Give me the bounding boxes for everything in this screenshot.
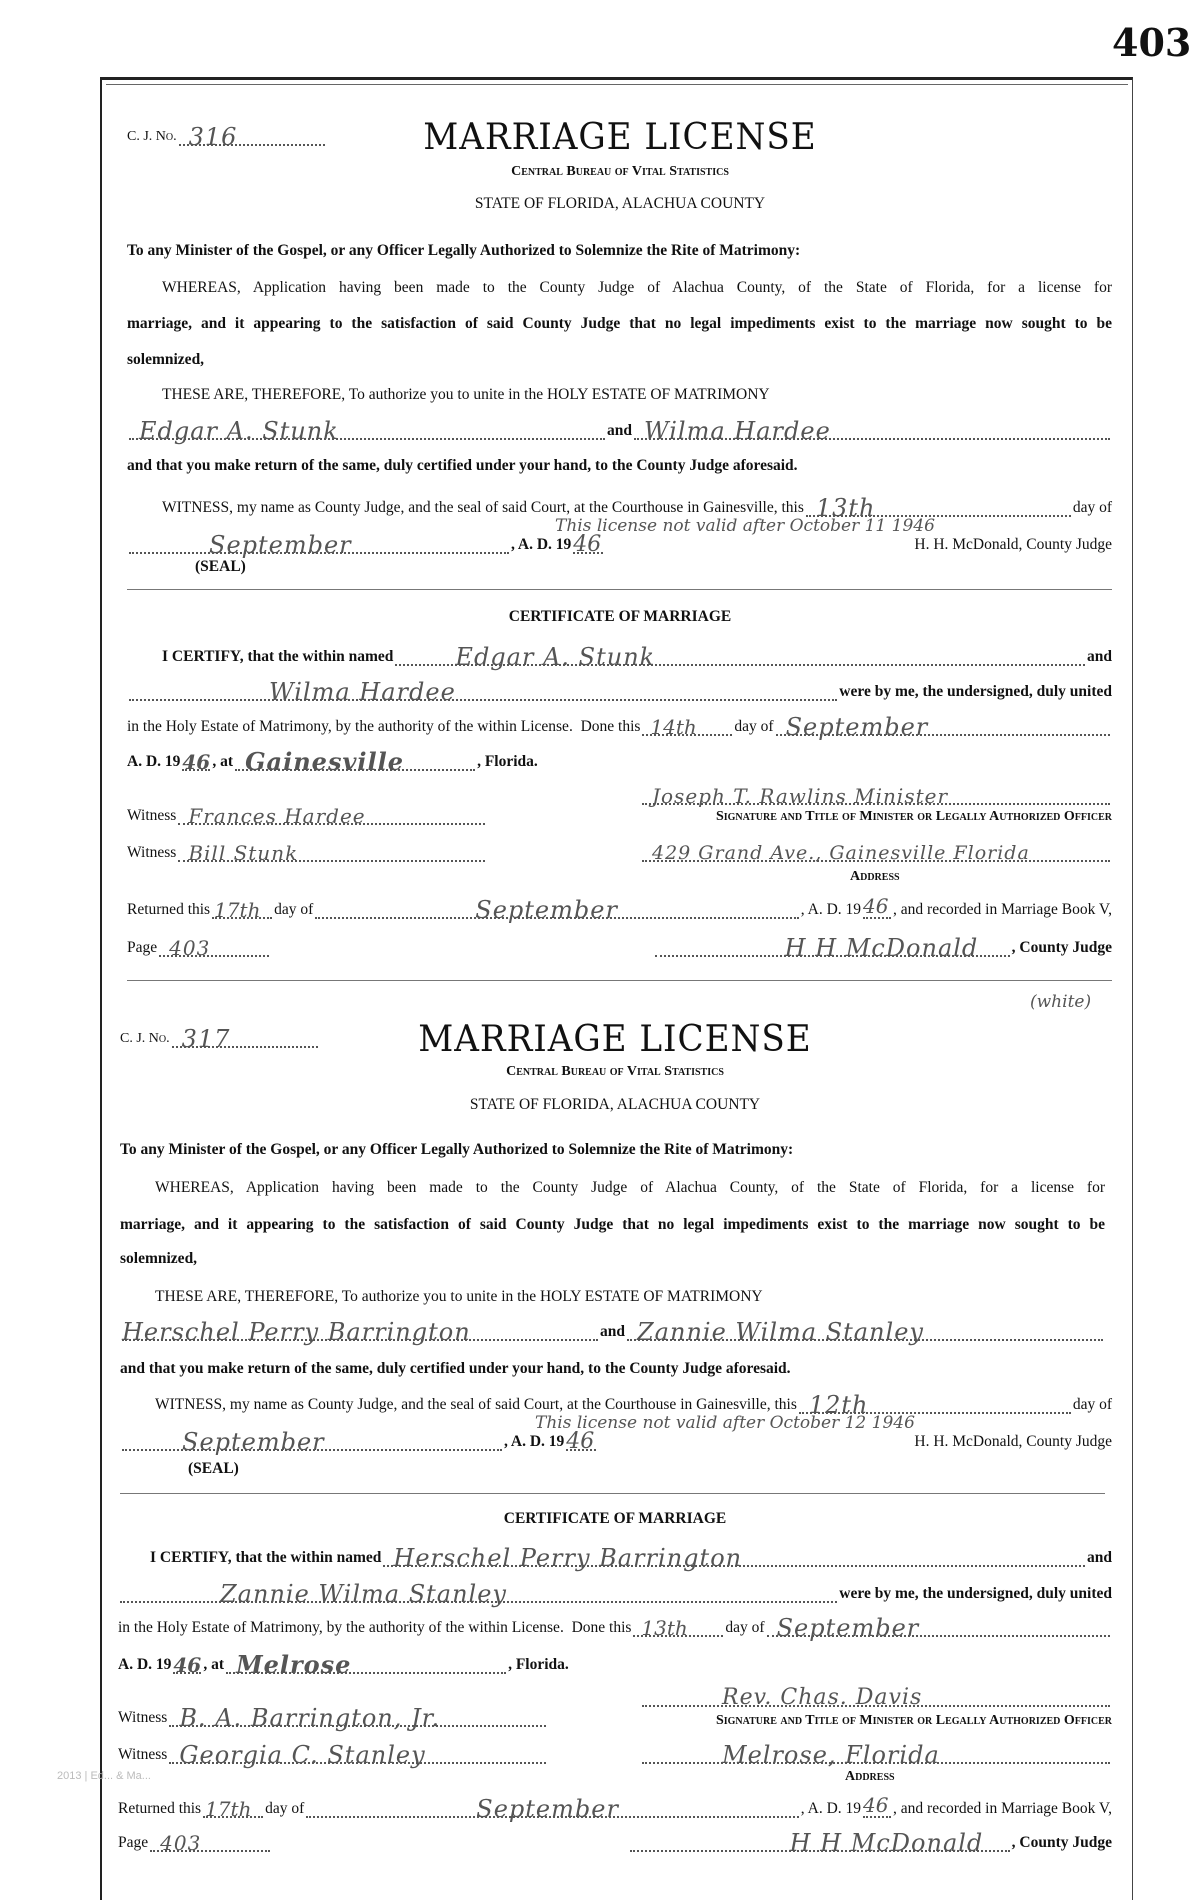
witness-2: Bill Stunk [188, 841, 299, 865]
issue-day: 12th [808, 1391, 869, 1419]
officer-signature: Joseph T. Rawlins Minister [652, 784, 949, 808]
done-month: September [776, 1614, 920, 1642]
cj-number-value: 316 [188, 123, 238, 151]
license-title: MARRIAGE LICENSE [418, 1019, 812, 1060]
marriage-place: Gainesville [245, 747, 405, 776]
witness-1: Frances Hardee [188, 804, 366, 828]
judge-name: H. H. McDonald, County Judge [914, 536, 1112, 553]
officer-signature: Rev. Chas. Davis [722, 1685, 923, 1710]
done-month: September [785, 713, 929, 741]
bureau: Central Bureau of Vital Statistics [506, 1064, 724, 1079]
address-label: Address [850, 869, 900, 884]
book-page: 403 [169, 936, 211, 960]
page-number: 403 [1112, 20, 1192, 65]
done-year: 46 [182, 750, 211, 774]
issue-day: 13th [815, 494, 876, 522]
return-text: and that you make return of the same, duly certified under your hand, to the County Judge aforesaid. [120, 1360, 791, 1377]
whereas-2: marriage, and it appearing to the satisfaction of said County Judge that no legal impediments exist to the marriage now sought to be [120, 1216, 1105, 1233]
watermark: 2013 | Ed... & Ma... [57, 1770, 151, 1782]
salutation: To any Minister of the Gospel, or any Officer Legally Authorized to Solemnize the Rite of Matrimony: [120, 1141, 794, 1158]
cj-number: C. J. No. 316 [127, 128, 327, 146]
whereas-1: WHEREAS, Application having been made to the County Judge of Alachua County, of the State of Florida, for a license for [155, 1179, 1105, 1196]
witness-text: WITNESS, my name as County Judge, and the seal of said Court, at the Courthouse in Gainesville, this [162, 499, 804, 516]
cert-bride: Wilma Hardee [269, 678, 456, 706]
done-day: 14th [650, 715, 697, 739]
whereas-1: WHEREAS, Application having been made to the County Judge of Alachua County, of the State of Florida, for a license for [162, 279, 1112, 296]
race-note: (white) [1030, 992, 1092, 1012]
return-text: and that you make return of the same, duly certified under your hand, to the County Judge aforesaid. [127, 457, 798, 474]
salutation: To any Minister of the Gospel, or any Officer Legally Authorized to Solemnize the Rite of Matrimony: [127, 242, 801, 259]
returned-month: September [475, 896, 618, 924]
address-label: Address [845, 1769, 895, 1784]
divider [120, 1493, 1105, 1494]
certificate-title: CERTIFICATE OF MARRIAGE [508, 608, 732, 625]
judge-name: H. H. McDonald, County Judge [914, 1433, 1112, 1450]
issue-month: September [182, 1428, 325, 1456]
cert-groom: Herschel Perry Barrington [393, 1544, 743, 1572]
whereas-2: marriage, and it appearing to the satisfaction of said County Judge that no legal impediments exist to the marriage now sought to be [127, 315, 1112, 332]
cert-bride: Zannie Wilma Stanley [220, 1580, 507, 1608]
returned-year: 46 [863, 1793, 889, 1817]
witness-2: Georgia C. Stanley [179, 1741, 426, 1769]
officer-label: Signature and Title of Minister or Legally Authorized Officer [715, 809, 1112, 824]
issue-year: 46 [566, 1429, 595, 1454]
groom-name: Edgar A. Stunk [139, 417, 339, 445]
groom-name: Herschel Perry Barrington [122, 1318, 471, 1346]
bride-name: Zannie Wilma Stanley [637, 1318, 924, 1346]
these-are: THESE ARE, THEREFORE, To authorize you to unite in the HOLY ESTATE OF MATRIMONY [155, 1288, 763, 1305]
returned-month: September [476, 1795, 619, 1823]
witness-1: B. A. Barrington, Jr. [179, 1704, 441, 1732]
bureau: Central Bureau of Vital Statistics [511, 164, 729, 179]
marriage-place: Melrose [236, 1650, 352, 1679]
divider [127, 980, 1112, 981]
these-are: THESE ARE, THEREFORE, To authorize you to unite in the HOLY ESTATE OF MATRIMONY [162, 386, 770, 403]
license-title: MARRIAGE LICENSE [423, 117, 817, 158]
judge-signature: H H McDonald [784, 934, 979, 962]
validity-note: This license not valid after October 12 1946 [535, 1413, 915, 1433]
book-page: 403 [160, 1831, 202, 1855]
bride-name: Wilma Hardee [644, 417, 831, 445]
witness-text: WITNESS, my name as County Judge, and the seal of said Court, at the Courthouse in Gainesville, this [155, 1396, 797, 1413]
cj-number: C. J. No. 317 [120, 1030, 320, 1048]
returned-day: 17th [214, 898, 261, 922]
state-county: STATE OF FLORIDA, ALACHUA COUNTY [474, 195, 766, 212]
officer-address: Melrose, Florida [722, 1741, 940, 1769]
divider [127, 589, 1112, 590]
seal: (SEAL) [195, 558, 246, 575]
returned-year: 46 [863, 894, 889, 918]
judge-signature: H H McDonald [789, 1829, 984, 1857]
cj-number-value: 317 [181, 1025, 231, 1053]
state-county: STATE OF FLORIDA, ALACHUA COUNTY [469, 1096, 761, 1113]
cert-groom: Edgar A. Stunk [455, 643, 656, 671]
seal: (SEAL) [188, 1460, 239, 1477]
done-year: 46 [173, 1653, 202, 1677]
certificate-title: CERTIFICATE OF MARRIAGE [503, 1510, 727, 1527]
officer-label: Signature and Title of Minister or Legally Authorized Officer [715, 1713, 1112, 1728]
whereas-3: solemnized, [127, 351, 205, 368]
officer-address: 429 Grand Ave., Gainesville Florida [652, 842, 1030, 864]
issue-year: 46 [573, 532, 602, 557]
whereas-3: solemnized, [120, 1250, 198, 1267]
done-day: 13th [641, 1616, 688, 1640]
issue-month: September [209, 531, 352, 559]
returned-day: 17th [205, 1797, 252, 1821]
validity-note: This license not valid after October 11 1946 [555, 516, 935, 536]
